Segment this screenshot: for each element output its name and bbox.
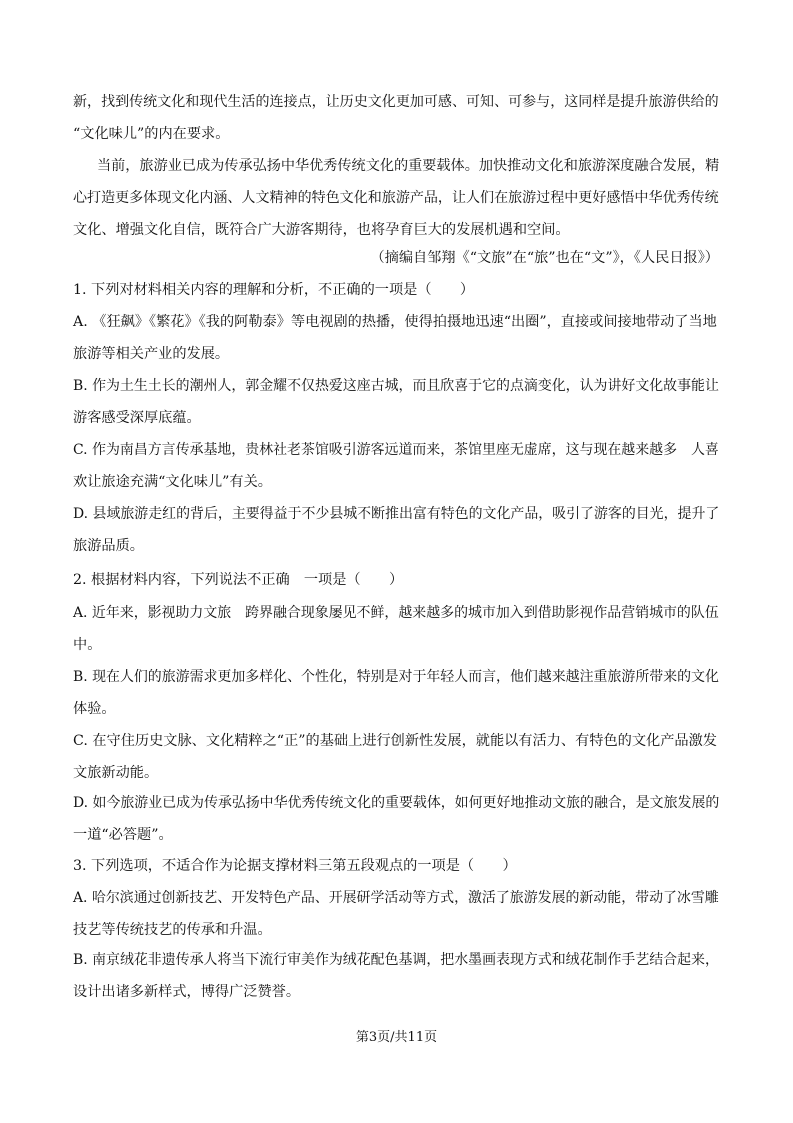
passage-line: “文化味儿”的内在要求。 <box>73 126 230 142</box>
question-1-option-a-cont: 旅游等相关产业的发展。 <box>73 346 230 362</box>
question-1-option-b: B. 作为土生土长的潮州人，郭金耀不仅热爱这座古城，而且欣喜于它的点滴变化，认为讲好文化故事能让 <box>73 378 719 394</box>
passage-citation: （摘编自邹翔《“文旅”在“旅”也在“文”》，《人民日报》） <box>370 250 719 266</box>
question-1-option-a: A. 《狂飙》《繁花》《我的阿勒泰》等电视剧的热播，使得拍摄地迅速“出圈”，直接或间接地带动了当地 <box>73 314 717 330</box>
question-1-option-b-cont: 游客感受深厚底蕴。 <box>73 410 201 426</box>
question-2-option-c: C. 在守住历史文脉、文化精粹之“正”的基础上进行创新性发展，就能以有活力、有特色的文化产品激发 <box>73 733 717 749</box>
question-1-option-d: D. 县域旅游走红的背后，主要得益于不少县城不断推出富有特色的文化产品，吸引了游客的目光，提升了 <box>73 506 720 522</box>
question-2-option-a: A. 近年来，影视助力文旅 跨界融合现象屡见不鲜，越来越多的城市加入到借助影视作品营销城市的队伍 <box>73 605 719 621</box>
question-3-option-b-cont: 设计出诸多新样式，博得广泛赞誉。 <box>73 984 301 1000</box>
question-2-stem: 2. 根据材料内容，下列说法不正确 一项是（ ） <box>73 572 404 588</box>
question-1-option-c-cont: 欢让旅途充满“文化味儿”有关。 <box>73 474 272 490</box>
question-2-option-d-cont: 一道“必答题”。 <box>73 827 173 843</box>
question-1-option-c: C. 作为南昌方言传承基地，贵林社老茶馆吸引游客远道而来，茶馆里座无虚席，这与现在越来越多 人喜 <box>73 442 719 458</box>
passage-line: 当前，旅游业已成为传承弘扬中华优秀传统文化的重要载体。加快推动文化和旅游深度融合发展，精 <box>97 158 720 174</box>
question-1-option-d-cont: 旅游品质。 <box>73 538 144 554</box>
question-2-option-b: B. 现在人们的旅游需求更加多样化、个性化，特别是对于年轻人而言，他们越来越注重旅游所带来的文化 <box>73 669 719 685</box>
passage-line: 文化、增强文化自信，既符合广大游客期待，也将孕育巨大的发展机遇和空间。 <box>73 222 570 238</box>
question-3-stem: 3. 下列选项，不适合作为论据支撑材料三第五段观点的一项是（ ） <box>73 858 517 874</box>
question-1-stem: 1. 下列对材料相关内容的理解和分析，不正确的一项是（ ） <box>73 282 475 298</box>
page-number-footer: 第3页/共11页 <box>355 1030 438 1045</box>
question-3-option-a: A. 哈尔滨通过创新技艺、开发特色产品、开展研学活动等方式，激活了旅游发展的新动能，带动了冰雪雕 <box>73 890 719 906</box>
question-2-option-b-cont: 体验。 <box>73 701 116 717</box>
question-2-option-c-cont: 文旅新动能。 <box>73 765 159 781</box>
question-2-option-a-cont: 中。 <box>73 637 102 653</box>
question-3-option-b: B. 南京绒花非遗传承人将当下流行审美作为绒花配色基调，把水墨画表现方式和绒花制作手艺结合起来， <box>73 952 719 968</box>
question-2-option-d: D. 如今旅游业已成为传承弘扬中华优秀传统文化的重要载体，如何更好地推动文旅的融合，是文旅发展的 <box>73 795 720 811</box>
passage-line: 新，找到传统文化和现代生活的连接点，让历史文化更加可感、可知、可参与，这同样是提升旅游供给的 <box>73 94 719 110</box>
question-3-option-a-cont: 技艺等传统技艺的传承和升温。 <box>73 922 272 938</box>
passage-line: 心打造更多体现文化内涵、人文精神的特色文化和旅游产品，让人们在旅游过程中更好感悟中华优秀传统 <box>73 190 719 206</box>
